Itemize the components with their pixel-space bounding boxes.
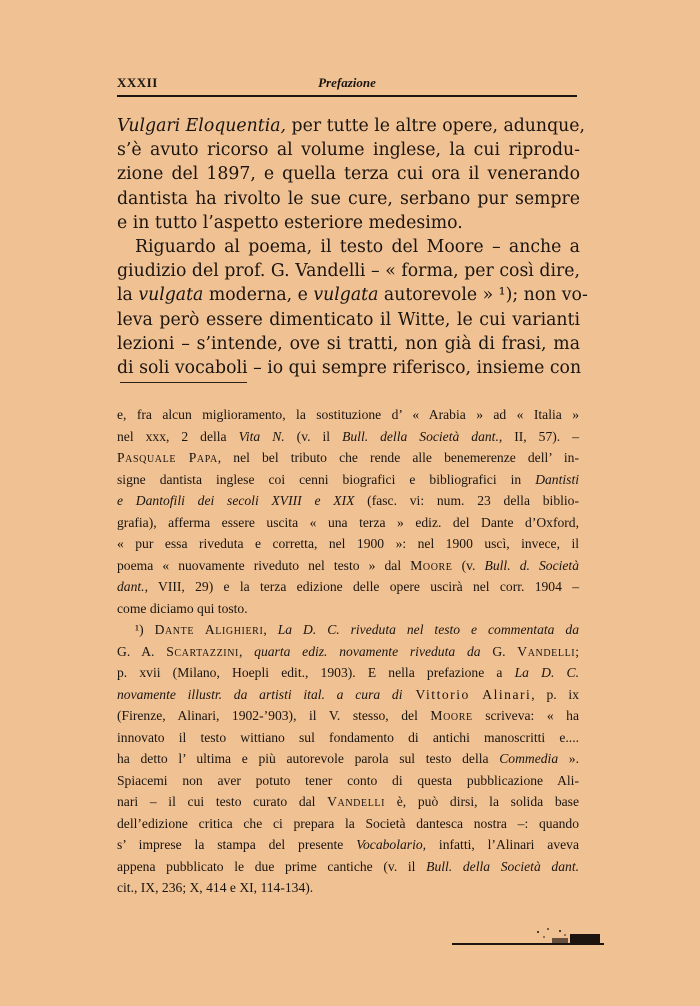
note-line: Spiacemi non aver potuto tener conto di questa pubblicazione Ali- — [117, 772, 579, 788]
text-italic: e Dantofili dei secoli XVIII e XIX — [117, 493, 355, 508]
footnote-separator — [120, 382, 247, 383]
text-run: la — [117, 285, 139, 306]
author-name: Dante Alighieri — [154, 622, 264, 637]
text-line — [117, 283, 588, 307]
text-run: nel xxx, 2 della — [117, 428, 239, 444]
note-line — [117, 684, 579, 706]
author-name: Scartazzini — [166, 643, 239, 659]
text-run: (v. il — [284, 428, 343, 444]
text-italic: Commedia — [499, 751, 559, 766]
footnote-marker: ¹) — [135, 622, 155, 637]
text-line: di soli vocaboli – io qui sempre riferisco, insieme con — [117, 358, 582, 379]
note-line — [117, 490, 579, 512]
text-italic: Bull. della Società dant., — [342, 428, 503, 444]
text-run: , — [263, 622, 278, 637]
text-run: (Firenze, Alinari, 1902-’903), il V. stesso, del — [117, 708, 431, 723]
text-line: lezioni – s’intende, ove si tratti, non già di frasi, ma — [117, 333, 580, 354]
text-run: poema « nuovamente riveduto nel testo » dal — [117, 557, 411, 573]
text-run: appena pubblicato le due prime cantiche (v. il — [117, 858, 427, 874]
author-name: Pasquale Papa — [117, 450, 218, 465]
text-italic: vulgata — [138, 285, 204, 306]
note-line — [117, 834, 579, 856]
text-run: p. xvii (Milano, Hoepli edit., 1903). E nella prefazione a — [117, 665, 515, 680]
running-head — [117, 75, 577, 95]
text-run: (fasc. vi: num. 23 della biblio- — [354, 493, 579, 508]
note-line — [117, 791, 579, 813]
note-line: cit., IX, 236; X, 414 e XI, 114-134). — [117, 880, 314, 895]
text-line: zione del 1897, e quella terza cui ora il venerando — [117, 164, 580, 185]
text-run: è, può dirsi, la solida base — [385, 794, 579, 809]
text-run: , p. ix — [531, 686, 579, 702]
running-title: Prefazione — [318, 75, 376, 90]
text-run: moderna, e — [203, 285, 314, 306]
note-line — [117, 662, 579, 684]
text-line: Riguardo al poema, il testo del Moore – anche a — [135, 237, 580, 258]
text-italic: Bull. della Società dant. — [426, 858, 579, 874]
text-line: s’è avuto ricorso al volume inglese, la cui riprodu- — [117, 140, 580, 161]
text-line: dantista ha rivolto le sue cure, serbano pur sempre — [117, 188, 580, 209]
note-line — [117, 426, 579, 448]
text-run: VIII, 29) e la terza edizione delle opere uscirà nel corr. 1904 – — [147, 579, 579, 594]
text-run: per tutte le altre opere, adunque, — [286, 116, 585, 136]
spaced-name: Vittorio Alinari — [402, 686, 532, 702]
text-run: nari – il cui testo curato dal — [117, 794, 328, 809]
author-name: Moore — [430, 708, 473, 723]
text-run: (v. — [452, 557, 485, 573]
text-italic: Bull. d. Società — [484, 557, 579, 573]
text-run: signe dantista inglese coi cenni biografici e bibliografici in — [117, 471, 536, 487]
note-line — [117, 705, 579, 727]
text-run: G. A. — [117, 643, 167, 659]
note-line: innovato il testo wittiano sul fondamento di antichi manoscritti e.... — [117, 729, 579, 745]
text-italic: Vita N. — [238, 428, 285, 444]
note-line — [117, 447, 579, 469]
note-line — [117, 748, 579, 770]
header-rule — [117, 95, 577, 97]
note-line: « pur essa riveduta e corretta, nel 1900 »: nel 1900 uscì, invece, il — [117, 536, 579, 551]
text-run: ; — [575, 643, 580, 659]
author-name: Vandelli — [517, 643, 576, 659]
text-italic: novamente illustr. da artisti ital. a cura di — [117, 686, 403, 702]
footnotes — [117, 404, 579, 899]
note-line: e, fra alcun miglioramento, la sostituzione d’ « Arabia » ad « Italia » — [117, 407, 579, 422]
text-italic: dant., — [117, 579, 148, 594]
author-name: Vandelli — [327, 794, 386, 809]
note-line — [117, 619, 579, 641]
text-run: II, 57). – — [502, 428, 579, 444]
author-name: Moore — [410, 557, 453, 573]
note-line: come diciamo qui tosto. — [117, 600, 248, 616]
note-line — [117, 641, 579, 663]
text-run: scriveva: « ha — [472, 708, 579, 723]
text-run: ». — [558, 751, 579, 766]
text-italic: Vocabolario, — [356, 837, 427, 852]
page-number: XXXII — [117, 75, 158, 90]
text-line: leva però essere dimenticato il Witte, le cui varianti — [117, 309, 580, 330]
text-run: infatti, l’Alinari aveva — [426, 837, 579, 852]
text-line — [117, 114, 585, 138]
text-line: e in tutto l’aspetto esteriore medesimo. — [117, 212, 463, 233]
text-run: , nel bel tributo che rende alle benemerenze dell’ in- — [217, 450, 579, 465]
ink-smudge-mark — [452, 926, 604, 948]
text-italic: quarta ediz. novamente riveduta da — [254, 643, 481, 659]
note-line — [117, 576, 579, 598]
text-italic: La D. C. riveduta nel testo e commentata da — [277, 622, 579, 637]
text-run: s’ imprese la stampa del presente — [117, 837, 357, 852]
note-line: grafia), afferma essere uscita « una terza » ediz. del Dante d’Oxford, — [117, 514, 579, 530]
main-text — [117, 114, 588, 380]
note-line — [117, 555, 579, 577]
note-line — [117, 469, 579, 491]
text-italic: Dantisti — [535, 471, 579, 487]
text-italic: Vulgari Eloquentia, — [117, 116, 287, 136]
text-run: autorevole » ¹); non vo- — [378, 285, 588, 306]
note-line — [117, 856, 579, 878]
text-italic: vulgata — [313, 285, 379, 306]
text-line: giudizio del prof. G. Vandelli – « forma, per così dire, — [117, 261, 580, 282]
note-line: dell’edizione critica che ci prepara la Società dantesca nostra –: quando — [117, 815, 579, 831]
text-run: , — [238, 643, 255, 659]
text-run: G. — [480, 643, 518, 659]
text-run: ha detto l’ ultima e più autorevole parola sul testo della — [117, 751, 500, 766]
text-italic: La D. C. — [514, 665, 579, 680]
